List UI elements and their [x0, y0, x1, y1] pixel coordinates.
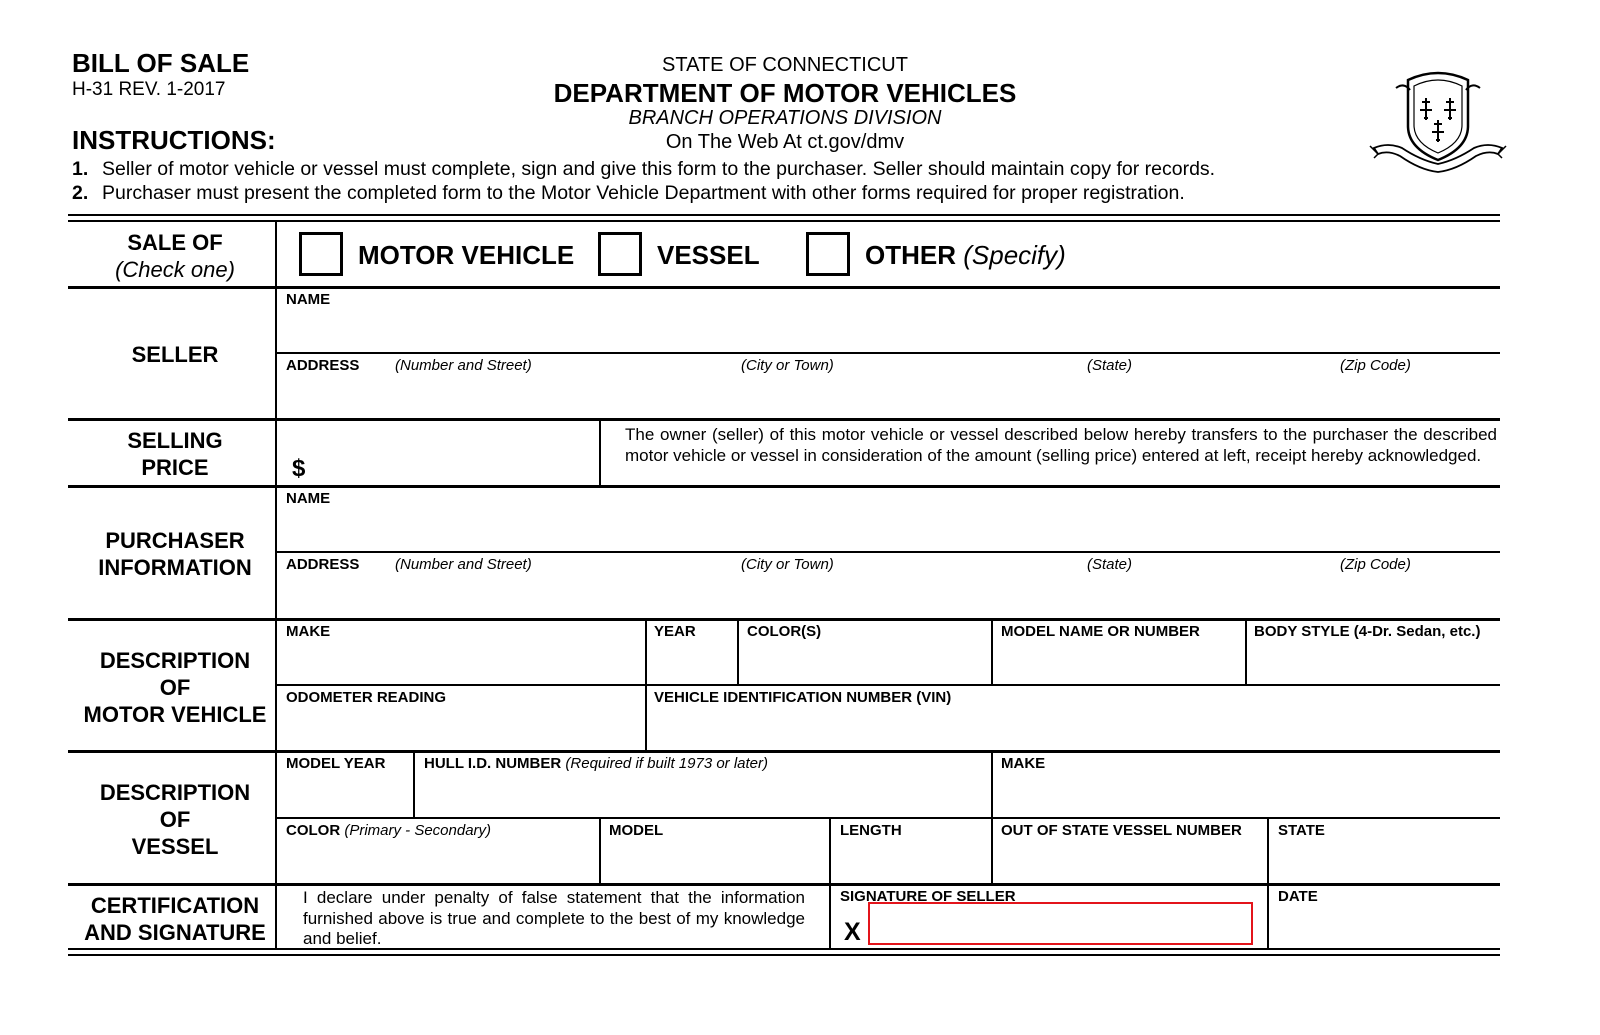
agency-web: On The Web At ct.gov/dmv — [665, 131, 905, 153]
transfer-statement: The owner (seller) of this motor vehicle or vessel described below hereby transfers to the purchaser the described motor vehicle or vessel in consideration of the amount (selling price) entered at left, receipt hereby acknowledged. — [625, 425, 1497, 465]
vessel-checkbox[interactable] — [598, 232, 642, 276]
oos-vessel-number-label: OUT OF STATE VESSEL NUMBER — [1001, 822, 1242, 839]
vessel-option-label: VESSEL — [657, 240, 760, 270]
currency-symbol: $ — [292, 455, 306, 482]
purchaser-state-hint: (State) — [1087, 556, 1133, 573]
purchaser-name-field[interactable] — [280, 508, 1498, 548]
vessel-model-label: MODEL — [609, 822, 664, 839]
column-divider — [1245, 620, 1247, 685]
column-divider — [991, 752, 993, 884]
column-divider — [599, 420, 601, 486]
row-divider — [68, 418, 1500, 421]
vessel-description-label: DESCRIPTION OF VESSEL — [99, 780, 251, 859]
certification-statement: I declare under penalty of false statement that the information furnished above is true and complete to the best of my knowledge and belief. — [303, 888, 805, 948]
hull-id-label: HULL I.D. NUMBER (Required if built 1973 or later) — [424, 755, 769, 772]
row-divider — [68, 286, 1500, 289]
column-divider — [413, 752, 415, 818]
purchaser-city-hint: (City or Town) — [741, 556, 834, 573]
vin-label: VEHICLE IDENTIFICATION NUMBER (VIN) — [654, 689, 952, 706]
make-field[interactable] — [280, 642, 642, 682]
row-divider — [276, 551, 1500, 553]
vessel-make-label: MAKE — [1001, 755, 1046, 772]
top-rule-2 — [68, 220, 1500, 222]
colors-label: COLOR(S) — [747, 623, 822, 640]
instructions-heading: INSTRUCTIONS: — [72, 125, 276, 155]
selling-price-field[interactable] — [318, 424, 594, 482]
vessel-color-field[interactable] — [280, 841, 596, 881]
vin-field[interactable] — [649, 708, 1498, 748]
model-name-field[interactable] — [995, 642, 1242, 682]
agency-division: BRANCH OPERATIONS DIVISION — [628, 107, 942, 129]
seller-address-label: ADDRESS — [286, 357, 360, 374]
vessel-state-label: STATE — [1278, 822, 1325, 839]
form-revision: H-31 REV. 1-2017 — [72, 79, 226, 100]
seller-address-field[interactable] — [280, 376, 1498, 416]
seller-city-hint: (City or Town) — [741, 357, 834, 374]
body-style-field[interactable] — [1249, 642, 1498, 682]
form-title: BILL OF SALE — [72, 48, 250, 78]
seller-street-hint: (Number and Street) — [395, 357, 532, 374]
purchaser-zip-hint: (Zip Code) — [1340, 556, 1411, 573]
hull-id-field[interactable] — [418, 774, 988, 814]
instruction-2: 2. Purchaser must present the completed form to the Motor Vehicle Department with other forms required for proper registration. — [72, 182, 1185, 204]
purchaser-street-hint: (Number and Street) — [395, 556, 532, 573]
column-divider — [737, 620, 739, 685]
purchaser-name-label: NAME — [286, 490, 331, 507]
row-divider — [276, 352, 1500, 354]
vessel-length-label: LENGTH — [840, 822, 902, 839]
odometer-field[interactable] — [280, 708, 642, 748]
seller-state-hint: (State) — [1087, 357, 1133, 374]
purchaser-label: PURCHASER INFORMATION — [98, 528, 252, 580]
seller-name-label: NAME — [286, 291, 331, 308]
vessel-length-field[interactable] — [834, 841, 988, 881]
make-label: MAKE — [286, 623, 331, 640]
column-divider — [645, 620, 647, 751]
year-field[interactable] — [649, 642, 735, 682]
seller-label: SELLER — [131, 342, 219, 367]
year-label: YEAR — [654, 623, 696, 640]
oos-vessel-number-field[interactable] — [995, 841, 1264, 881]
row-divider — [68, 485, 1500, 488]
seller-signature-field[interactable] — [868, 902, 1253, 945]
row-divider — [276, 817, 1500, 819]
instruction-1: 1. Seller of motor vehicle or vessel must complete, sign and give this form to the purchaser. Seller should maintain copy for records. — [72, 158, 1216, 180]
model-year-field[interactable] — [280, 774, 410, 814]
motor-vehicle-option-label: MOTOR VEHICLE — [358, 240, 575, 270]
other-checkbox[interactable] — [806, 232, 850, 276]
purchaser-address-label: ADDRESS — [286, 556, 360, 573]
motor-vehicle-description-label: DESCRIPTION OF MOTOR VEHICLE — [83, 648, 267, 727]
agency-department: DEPARTMENT OF MOTOR VEHICLES — [553, 78, 1017, 108]
top-rule — [68, 214, 1500, 216]
selling-price-label: SELLING PRICE — [127, 428, 223, 480]
row-divider — [68, 750, 1500, 753]
other-option-label: OTHER (Specify) — [865, 240, 1066, 270]
odometer-label: ODOMETER READING — [286, 689, 447, 706]
sale-of-label: SALE OF (Check one) — [115, 230, 235, 282]
colors-field[interactable] — [741, 642, 988, 682]
agency-state: STATE OF CONNECTICUT — [662, 54, 908, 76]
model-year-label: MODEL YEAR — [286, 755, 386, 772]
motor-vehicle-checkbox[interactable] — [299, 232, 343, 276]
row-divider — [68, 883, 1500, 886]
vessel-model-field[interactable] — [603, 841, 826, 881]
signature-label: SIGNATURE OF SELLER — [840, 888, 1016, 905]
date-field[interactable] — [1272, 906, 1498, 946]
column-divider — [829, 819, 831, 950]
seller-name-field[interactable] — [280, 300, 1498, 350]
certification-label: CERTIFICATION AND SIGNATURE — [84, 893, 266, 945]
date-label: DATE — [1278, 888, 1318, 905]
column-divider — [1267, 819, 1269, 950]
vessel-color-label: COLOR (Primary - Secondary) — [286, 822, 492, 839]
row-divider — [68, 618, 1500, 621]
signature-x-mark: X — [844, 918, 861, 946]
bottom-rule-2 — [68, 954, 1500, 956]
purchaser-address-field[interactable] — [280, 575, 1498, 615]
seller-zip-hint: (Zip Code) — [1340, 357, 1411, 374]
column-divider — [599, 819, 601, 884]
body-style-label: BODY STYLE (4-Dr. Sedan, etc.) — [1254, 623, 1481, 640]
state-seal-icon — [1368, 68, 1508, 178]
row-divider — [276, 684, 1500, 686]
column-divider — [991, 620, 993, 685]
vessel-state-field[interactable] — [1272, 841, 1498, 881]
model-name-label: MODEL NAME OR NUMBER — [1001, 623, 1200, 640]
vessel-make-field[interactable] — [995, 774, 1498, 814]
